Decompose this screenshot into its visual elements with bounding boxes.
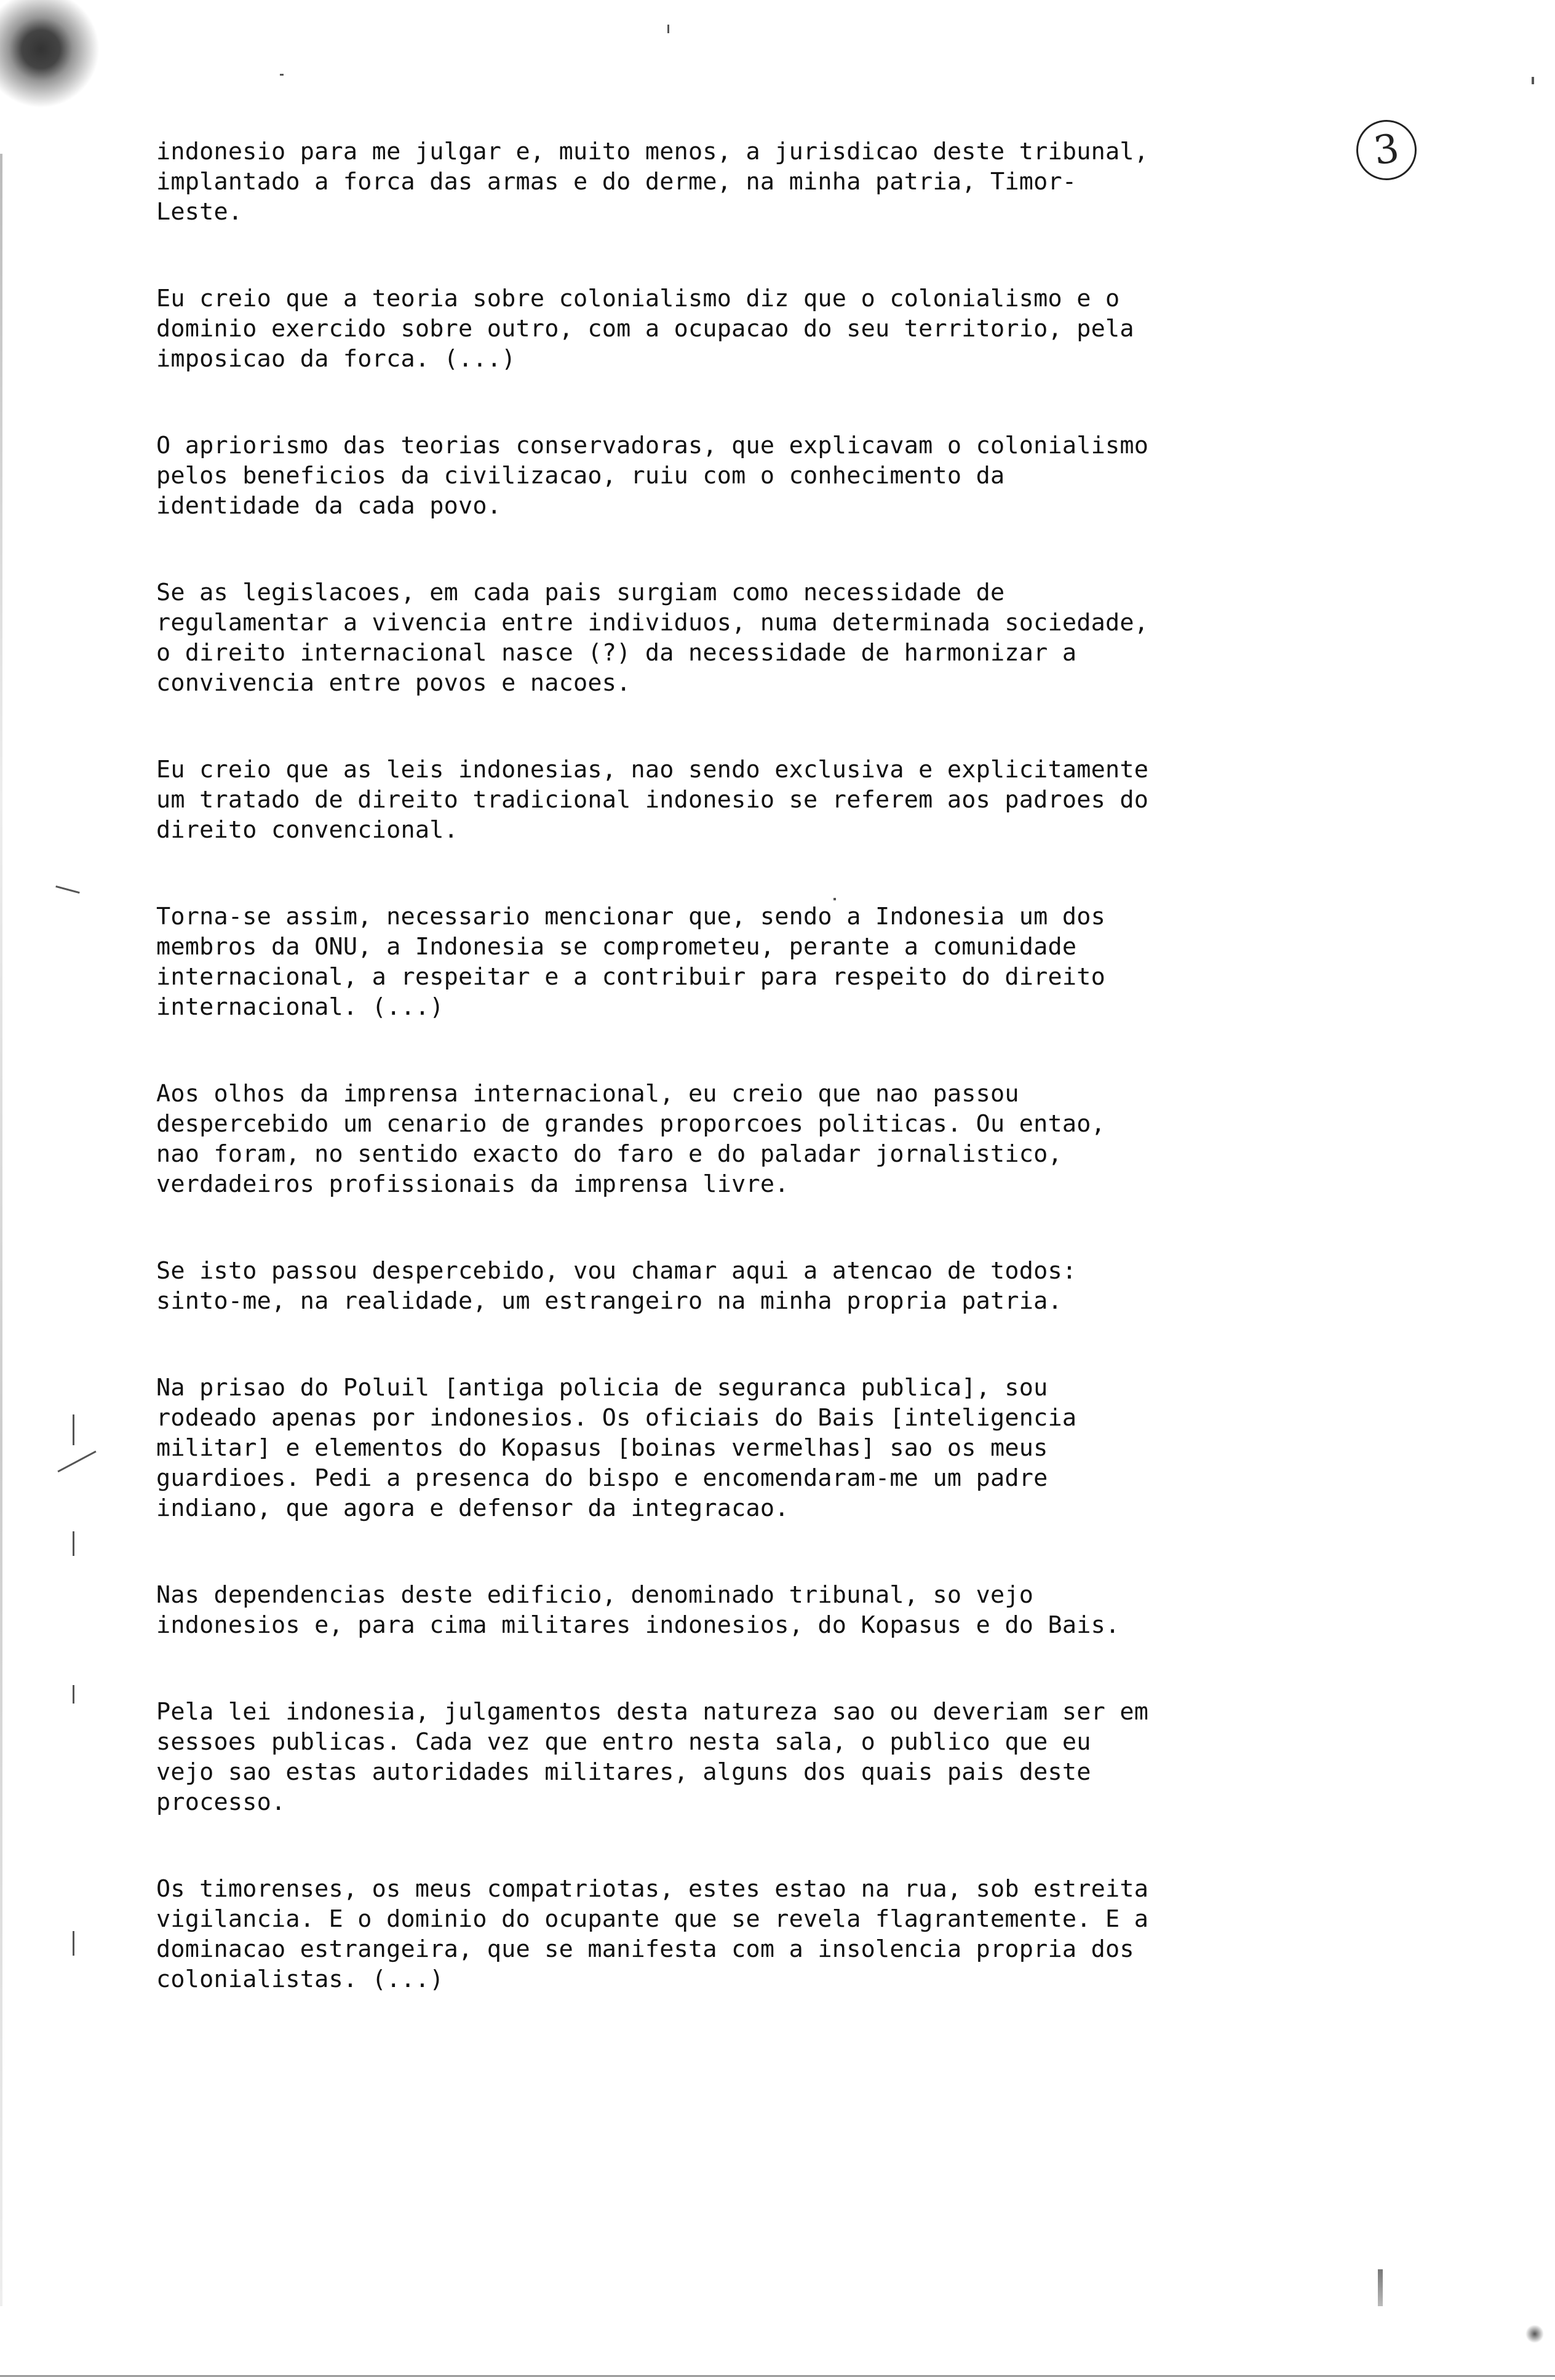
scan-speck	[1532, 77, 1534, 84]
paragraph: Pela lei indonesia, julgamentos desta natureza sao ou deveriam ser em sessoes publicas. Cada vez que entro nesta sala, o publico que eu vejo sao estas autoridades militares, alguns dos quais pais deste processo.	[156, 1698, 1149, 1816]
paragraph: Na prisao do Poluil [antiga policia de seguranca publica], sou rodeado apenas por indonesios. Os oficiais do Bais [inteligencia militar] e elementos do Kopasus [boinas vermelhas] sao os meus guardioes. Pedi a presenca do bispo e encomendaram-me um padre indiano, que agora e defensor da integracao.	[156, 1374, 1077, 1522]
paragraph: Se isto passou despercebido, vou chamar aqui a atencao de todos: sinto-me, na realidade, um estrangeiro na minha propria patria.	[156, 1257, 1077, 1315]
page-number: 3	[1353, 116, 1421, 184]
scan-artifact-blot	[0, 0, 117, 123]
body-text	[156, 137, 1362, 2051]
scan-left-edge	[0, 154, 2, 2306]
paragraph: Eu creio que a teoria sobre colonialismo diz que o colonialismo e o dominio exercido sobre outro, com a ocupacao do seu territorio, pela imposicao da forca. (...)	[156, 285, 1134, 373]
scan-speck	[280, 74, 284, 76]
scan-speck	[73, 1685, 74, 1704]
paragraph: O apriorismo das teorias conservadoras, que explicavam o colonialismo pelos beneficios da civilizacao, ruiu com o conhecimento da identidade da cada povo.	[156, 432, 1149, 520]
scan-speck	[55, 886, 79, 894]
paragraph: Nas dependencias deste edificio, denominado tribunal, so vejo indonesios e, para cima militares indonesios, do Kopasus e do Bais.	[156, 1581, 1120, 1639]
scan-speck	[1378, 2269, 1383, 2306]
paragraph: Os timorenses, os meus compatriotas, estes estao na rua, sob estreita vigilancia. E o dominio do ocupante que se revela flagrantemente. E a dominacao estrangeira, que se manifesta com a insolencia propria dos colonialistas. (...)	[156, 1875, 1149, 1993]
paragraph: Eu creio que as leis indonesias, nao sendo exclusiva e explicitamente um tratado de direito tradicional indonesio se referem aos padroes do direito convencional.	[156, 756, 1149, 844]
paragraph: indonesio para me julgar e, muito menos, a jurisdicao deste tribunal, implantado a forca das armas e do derme, na minha patria, Timor- Leste.	[156, 138, 1149, 226]
paragraph: Se as legislacoes, em cada pais surgiam como necessidade de regulamentar a vivencia entre individuos, numa determinada sociedade, o direito internacional nasce (?) da necessidade de harmonizar a convivencia entre povos e nacoes.	[156, 579, 1149, 697]
scan-speck	[73, 1931, 74, 1956]
paragraph: Aos olhos da imprensa internacional, eu creio que nao passou despercebido um cenario de grandes proporcoes politicas. Ou entao, nao foram, no sentido exacto do faro e do paladar jornalistico, verdadeiros profissionais da imprensa livre.	[156, 1080, 1106, 1198]
scan-speck	[1525, 2325, 1544, 2343]
scan-speck	[73, 1414, 74, 1445]
scan-speck	[57, 1451, 96, 1473]
scan-speck	[73, 1531, 74, 1556]
paragraph: Torna-se assim, necessario mencionar que, sendo a Indonesia um dos membros da ONU, a Indonesia se comprometeu, perante a comunidade internacional, a respeitar e a contribuir para respeito do direito internacional. (...)	[156, 903, 1106, 1021]
scan-bottom-edge	[0, 2375, 1555, 2377]
scan-speck	[667, 25, 669, 33]
